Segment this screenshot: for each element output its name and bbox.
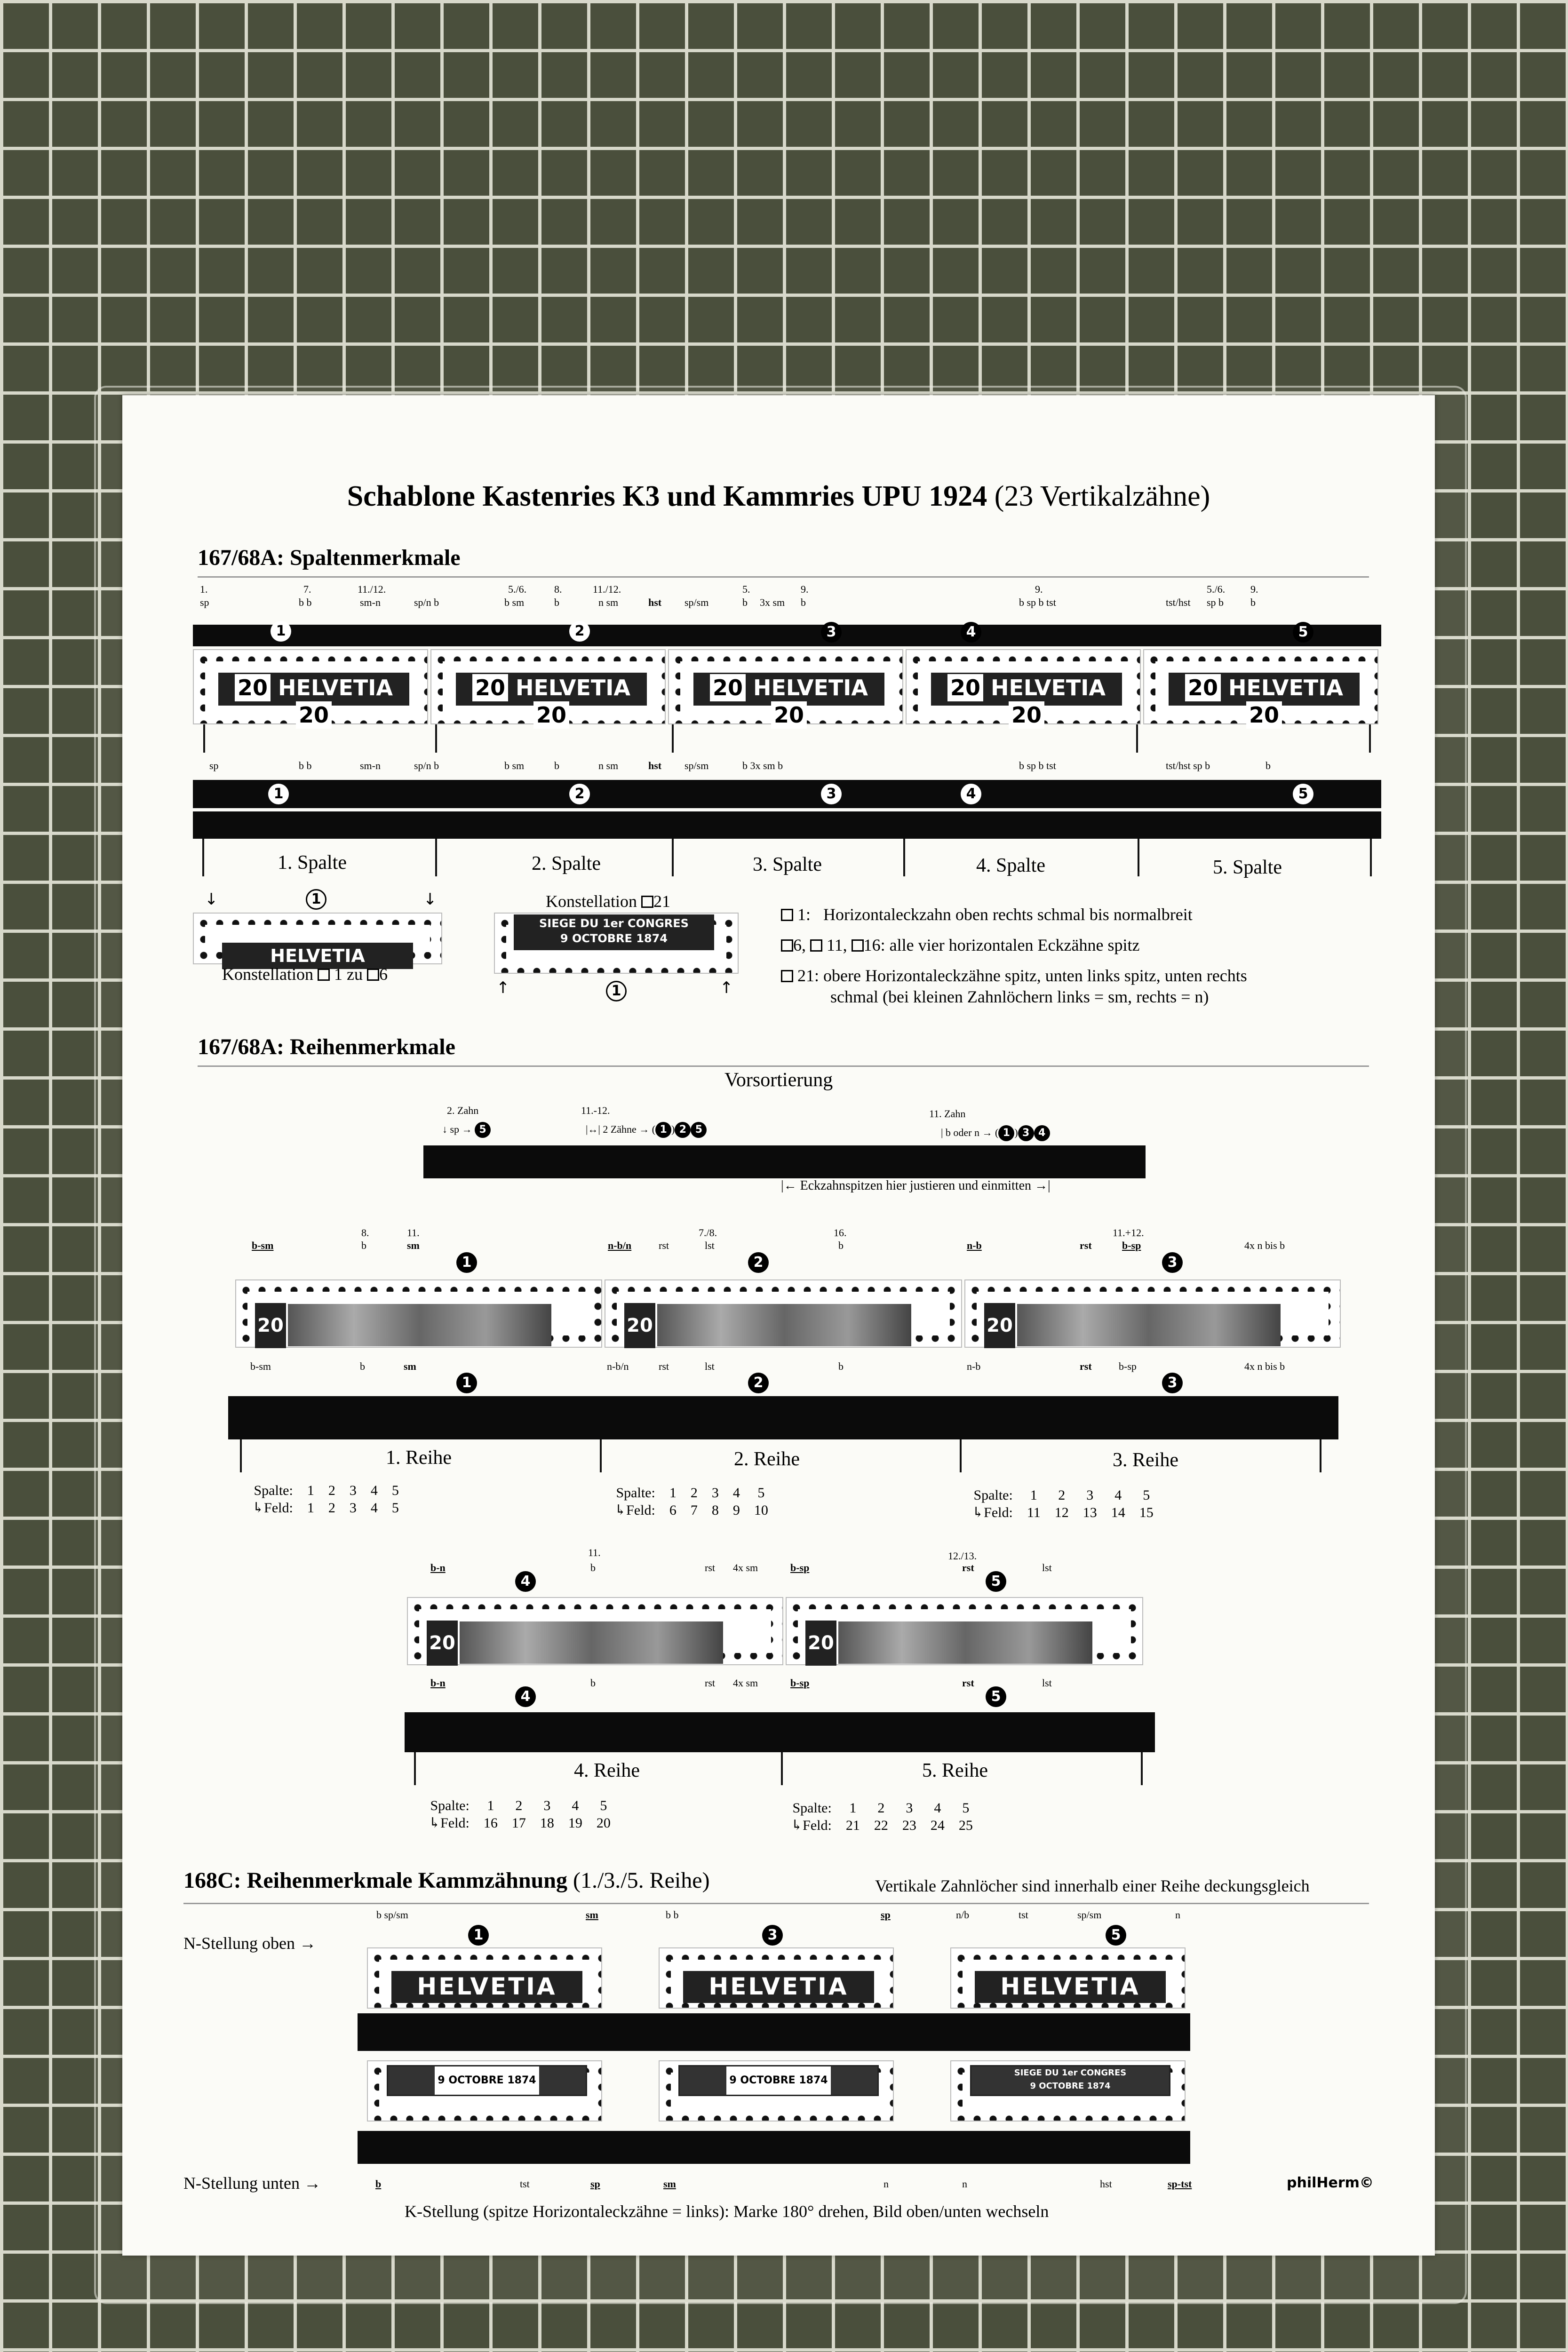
reihe-mark: b-n: [430, 1562, 446, 1573]
kamm-bar-upper: [358, 2013, 1190, 2051]
stamp: 20 HELVETIA 20: [906, 649, 1141, 724]
section-heading-spalten: 167/68A: Spaltenmerkmale: [198, 545, 461, 570]
mark-label: tst/hst: [1166, 596, 1191, 608]
circled-number: 4: [961, 622, 981, 643]
circled-number: 5: [986, 1571, 1006, 1592]
vs-mark: 2. Zahn: [447, 1104, 479, 1116]
divider: [1320, 1439, 1321, 1472]
spalte-label: 4. Spalte: [976, 855, 1045, 876]
box-icon: [318, 969, 330, 981]
title-suffix: (23 Vertikalzähne): [994, 480, 1210, 512]
reihe-mark: rst: [659, 1360, 669, 1372]
mark-label: b sm: [504, 596, 525, 608]
mark-label: 9.: [801, 583, 809, 595]
divider: [202, 839, 204, 876]
reihe-mark: lst: [705, 1240, 715, 1251]
divider: [240, 1439, 242, 1472]
n-stellung-unten: N-Stellung unten →: [183, 2174, 321, 2193]
circled-number: 1: [456, 1252, 477, 1273]
stamp-kamm-date: 9 OCTOBRE 1874: [367, 2060, 602, 2122]
section-heading-reihen: 167/68A: Reihenmerkmale: [198, 1034, 455, 1059]
mark-label: b sp b tst: [1019, 596, 1056, 608]
spalte-feld-table: Spalte: 1 2 3 4 5 ↳Feld: 11 12 13 14 15: [972, 1487, 1154, 1520]
stamp: 20 HELVETIA 20: [668, 649, 903, 724]
note-3-cont: schmal (bei kleinen Zahnlöchern links = sm, rechts = n): [830, 987, 1209, 1006]
mark-label: 11./12.: [358, 583, 386, 595]
reihe-mark: n-b/n: [607, 1360, 629, 1372]
reihe-mark: b-sp: [790, 1562, 810, 1573]
reihe-mark: b-sp: [790, 1677, 810, 1689]
up-arrow-icon: ↑: [720, 978, 733, 997]
divider: [414, 1752, 416, 1785]
circled-number: 4: [515, 1686, 536, 1707]
stamp: 20 HELVETIA 20: [1143, 649, 1378, 724]
kamm-mark: sp: [881, 1909, 891, 1921]
stamp-kamm: HELVETIA: [950, 1947, 1186, 2009]
note-1: 1: Horizontaleckzahn oben rechts schmal bis normalbreit: [781, 905, 1193, 924]
kamm-mark: hst: [1100, 2178, 1112, 2190]
kamm-note: Vertikale Zahnlöcher sind innerhalb einer Reihe deckungsgleich: [875, 1876, 1310, 1895]
circled-number: 5: [1293, 622, 1313, 643]
box-icon: [781, 909, 793, 921]
stamp-strip: 20: [605, 1279, 962, 1348]
eck-note: |← Eckzahnspitzen hier justieren und einmitten →|: [781, 1178, 1051, 1193]
reihe-label: 4. Reihe: [574, 1760, 640, 1781]
reihe-mark: 7./8.: [699, 1227, 717, 1239]
mark-label: n sm: [598, 760, 619, 771]
stamp-kamm-date: 9 OCTOBRE 1874: [659, 2060, 894, 2122]
mark-label: 9.: [1035, 583, 1043, 595]
reihe-mark: 12./13.: [948, 1550, 977, 1562]
spalte-feld-table: Spalte: 1 2 3 4 5 ↳Feld: 1 2 3 4 5: [245, 1482, 406, 1517]
reihe-mark: sm: [404, 1360, 416, 1372]
section-rule: [198, 1065, 1369, 1067]
divider: [903, 839, 905, 876]
box-icon: [781, 970, 793, 982]
reihe-mark: lst: [1042, 1562, 1052, 1573]
reihe-label: 3. Reihe: [1113, 1449, 1178, 1471]
circled-number: 5: [1106, 1925, 1126, 1946]
mark-label: b: [1266, 760, 1271, 771]
k-stellung-note: K-Stellung (spitze Horizontaleckzähne = links): Marke 180° drehen, Bild oben/unten wechseln: [405, 2202, 1049, 2221]
mark-label: hst: [648, 596, 662, 608]
column-bar-lower: [193, 811, 1381, 839]
mark-label: b 3x sm b: [742, 760, 783, 771]
circled-number: 1: [306, 889, 326, 910]
reihe-mark: n-b/n: [608, 1240, 632, 1251]
row-bar-1-3: [228, 1396, 1338, 1439]
section-rule: [198, 576, 1369, 578]
circled-number: 2: [748, 1252, 769, 1273]
mark-label: 5./6.: [1207, 583, 1226, 595]
box-icon: [781, 939, 793, 952]
reihe-mark: 11.: [588, 1547, 601, 1558]
stamp: 20 HELVETIA 20: [430, 649, 666, 724]
stamp: 20 HELVETIA 20: [193, 649, 428, 724]
reihe-mark: b: [360, 1360, 365, 1372]
vorsortierung-title: Vorsortierung: [724, 1069, 833, 1091]
circled-number: 3: [762, 1925, 783, 1946]
note-2: 6, 11, 16: alle vier horizontalen Eckzähne spitz: [781, 935, 1139, 955]
mark-label: b b: [299, 760, 312, 771]
reihe-mark: rst: [705, 1562, 715, 1573]
mark-label: 9.: [1250, 583, 1258, 595]
box-icon: [852, 939, 864, 952]
mark-label: sp/sm: [685, 760, 709, 771]
circled-number: 3: [821, 784, 842, 804]
circled-number: 3: [1162, 1373, 1183, 1393]
circled-number: 1: [456, 1373, 477, 1393]
reihe-mark: lst: [1042, 1677, 1052, 1689]
reihe-mark: b: [590, 1562, 596, 1573]
vorsortierung-bar: [423, 1145, 1146, 1178]
mark-label: b: [742, 596, 748, 608]
spalte-feld-table: Spalte: 1 2 3 4 5 ↳Feld: 21 22 23 24 25: [791, 1800, 973, 1833]
title-main: Schablone Kastenries K3 und Kammries UPU 1924: [347, 480, 987, 512]
box-icon: [810, 939, 822, 952]
reihe-label: 2. Reihe: [734, 1448, 800, 1470]
reihe-mark: b-sp: [1122, 1240, 1141, 1251]
reihe-mark: 8.: [361, 1227, 369, 1239]
circled-number: 1: [468, 1925, 489, 1946]
stamp-strip: 20: [964, 1279, 1341, 1348]
reihe-mark: b: [361, 1240, 366, 1251]
kamm-mark: sp: [590, 2178, 600, 2190]
circled-number: 3: [1162, 1252, 1183, 1273]
separator-tick: [435, 724, 437, 753]
reihe-mark: rst: [705, 1677, 715, 1689]
divider: [1138, 839, 1139, 876]
kamm-mark: b: [375, 2178, 382, 2190]
down-arrow-icon: ↓: [205, 890, 218, 909]
separator-tick: [672, 724, 674, 753]
reihe-mark: n-b: [967, 1240, 982, 1251]
spalte-feld-table: Spalte: 1 2 3 4 5 ↳Feld: 16 17 18 19 20: [429, 1798, 611, 1831]
kamm-mark: sm: [586, 1909, 598, 1921]
mark-label: hst: [648, 760, 662, 771]
spalte-label: 3. Spalte: [753, 854, 822, 875]
divider: [672, 839, 674, 876]
section-heading-kamm: 168C: Reihenmerkmale Kammzähnung (1./3./5. Reihe): [183, 1868, 710, 1893]
circled-number: 1: [606, 981, 627, 1001]
vs-mark: 11.-12.: [581, 1104, 610, 1116]
divider: [781, 1752, 783, 1785]
kamm-mark: n/b: [956, 1909, 970, 1921]
brand-logo: philHerm©: [1287, 2175, 1374, 2191]
vs-mark: ↓ sp → 5: [442, 1122, 491, 1138]
circled-number: 3: [821, 622, 842, 643]
separator-tick: [203, 724, 205, 753]
reihe-label: 5. Reihe: [922, 1760, 988, 1781]
reihe-mark: lst: [705, 1360, 715, 1372]
mark-label: b: [554, 596, 559, 608]
reihe-mark: b-sp: [1119, 1360, 1137, 1372]
konstellation-21-caption: Konstellation 21: [546, 892, 670, 911]
mark-label: tst/hst sp b: [1166, 760, 1210, 771]
kamm-bar-lower: [358, 2131, 1190, 2164]
circled-number: 2: [748, 1373, 769, 1393]
spalte-feld-table: Spalte: 1 2 3 4 5 ↳Feld: 6 7 8 9 10: [614, 1485, 768, 1518]
kamm-mark: sp/sm: [1077, 1909, 1102, 1921]
kamm-mark: sp-tst: [1168, 2178, 1192, 2190]
reihe-mark: rst: [659, 1240, 669, 1251]
mark-label: sp/n b: [414, 760, 439, 771]
vs-mark: |↔| 2 Zähne → ( 1 ) 2 5: [586, 1122, 707, 1138]
mark-label: sp: [200, 596, 209, 608]
circled-number: 2: [569, 621, 590, 642]
mark-label: b: [1250, 596, 1256, 608]
column-bar-middle: [193, 780, 1381, 808]
circled-number: 4: [515, 1571, 536, 1592]
circled-number: 5: [1293, 784, 1313, 804]
stamp-strip: 20: [407, 1597, 783, 1665]
stamp-kamm: HELVETIA: [367, 1947, 602, 2009]
mark-label: 7.: [303, 583, 311, 595]
circled-number: 1: [268, 784, 289, 804]
reihe-mark: 11.+12.: [1113, 1227, 1144, 1239]
vs-mark: 11. Zahn: [929, 1108, 966, 1120]
mark-label: b b: [299, 596, 312, 608]
stamp-strip: 20: [235, 1279, 602, 1348]
mark-label: 5./6.: [508, 583, 527, 595]
circled-number: 4: [961, 784, 981, 804]
divider: [960, 1439, 962, 1472]
reihe-mark: b-n: [430, 1677, 446, 1689]
kamm-mark: tst: [1019, 1909, 1028, 1921]
kamm-mark: b sp/sm: [376, 1909, 408, 1921]
reihe-mark: 4x sm: [733, 1677, 758, 1689]
mark-label: b: [554, 760, 559, 771]
reihe-mark: b: [838, 1360, 844, 1372]
circled-number: 1: [271, 621, 291, 642]
box-icon: [367, 969, 379, 981]
mark-label: n sm: [598, 596, 619, 608]
mark-label: sp/sm: [685, 596, 709, 608]
kamm-mark: sm: [663, 2178, 676, 2190]
circled-number: 2: [569, 784, 590, 804]
mark-label: b sm: [504, 760, 525, 771]
kamm-mark: n: [883, 2178, 889, 2190]
n-stellung-oben: N-Stellung oben →: [183, 1934, 316, 1953]
reihe-label: 1. Reihe: [386, 1447, 452, 1469]
mark-label: sp/n b: [414, 596, 439, 608]
divider: [1370, 839, 1372, 876]
kamm-mark: n: [962, 2178, 967, 2190]
reihe-mark: rst: [1080, 1240, 1092, 1251]
reihe-mark: 4x sm: [733, 1562, 758, 1573]
divider: [435, 839, 437, 876]
mark-label: sp: [209, 760, 219, 771]
row-bar-4-5: [405, 1712, 1155, 1752]
reihe-mark: b: [590, 1677, 596, 1689]
reihe-mark: rst: [962, 1562, 974, 1573]
spalte-label: 1. Spalte: [278, 852, 347, 874]
mark-label: sm-n: [360, 596, 381, 608]
kamm-mark: n: [1175, 1909, 1180, 1921]
reihe-mark: b-sm: [252, 1240, 274, 1251]
kamm-mark: b b: [666, 1909, 679, 1921]
down-arrow-icon: ↓: [423, 890, 437, 909]
mark-label: b sp b tst: [1019, 760, 1056, 771]
stamp-kamm: HELVETIA: [659, 1947, 894, 2009]
vs-mark: | b oder n → ( 1 ) 3 4: [941, 1125, 1050, 1141]
reihe-mark: 4x n bis b: [1244, 1360, 1285, 1372]
konstellation-caption: Konstellation 1 zu 6: [222, 965, 388, 984]
divider: [600, 1439, 602, 1472]
mark-label: 1.: [200, 583, 208, 595]
stamp-corner: HELVETIA: [193, 913, 442, 964]
divider: [1141, 1752, 1143, 1785]
mark-label: 11./12.: [593, 583, 621, 595]
separator-tick: [1369, 724, 1371, 753]
stamp-siege: SIEGE DU 1er CONGRES 9 OCTOBRE 1874: [494, 913, 739, 974]
up-arrow-icon: ↑: [496, 978, 510, 997]
mark-label: sp b: [1207, 596, 1224, 608]
circled-number: 5: [986, 1686, 1006, 1707]
section-rule: [183, 1903, 1369, 1904]
reihe-mark: n-b: [967, 1360, 981, 1372]
mark-label: 3x sm: [760, 596, 785, 608]
reihe-mark: b-sm: [250, 1360, 271, 1372]
reihe-mark: sm: [407, 1240, 420, 1251]
note-3: 21: obere Horizontaleckzähne spitz, unten links spitz, unten rechts: [781, 966, 1247, 985]
stamp-strip: 20: [786, 1597, 1143, 1665]
column-bar-top: [193, 625, 1381, 646]
mark-label: 8.: [554, 583, 562, 595]
separator-tick: [1136, 724, 1138, 753]
reihe-mark: 11.: [407, 1227, 420, 1239]
reihe-mark: 16.: [834, 1227, 847, 1239]
box-icon: [641, 896, 653, 908]
reihe-mark: 4x n bis b: [1244, 1240, 1285, 1251]
kamm-mark: tst: [520, 2178, 530, 2190]
reihe-mark: b: [838, 1240, 844, 1251]
page-title: [122, 480, 1435, 513]
spalte-label: 5. Spalte: [1213, 857, 1282, 878]
reihe-mark: rst: [1080, 1360, 1092, 1372]
stamp-kamm-date: SIEGE DU 1er CONGRES 9 OCTOBRE 1874: [950, 2060, 1186, 2122]
template-sheet: [122, 395, 1435, 2256]
mark-label: b: [801, 596, 806, 608]
mark-label: sm-n: [360, 760, 381, 771]
spalte-label: 2. Spalte: [532, 853, 601, 874]
mark-label: 5.: [742, 583, 750, 595]
reihe-mark: rst: [962, 1677, 974, 1689]
